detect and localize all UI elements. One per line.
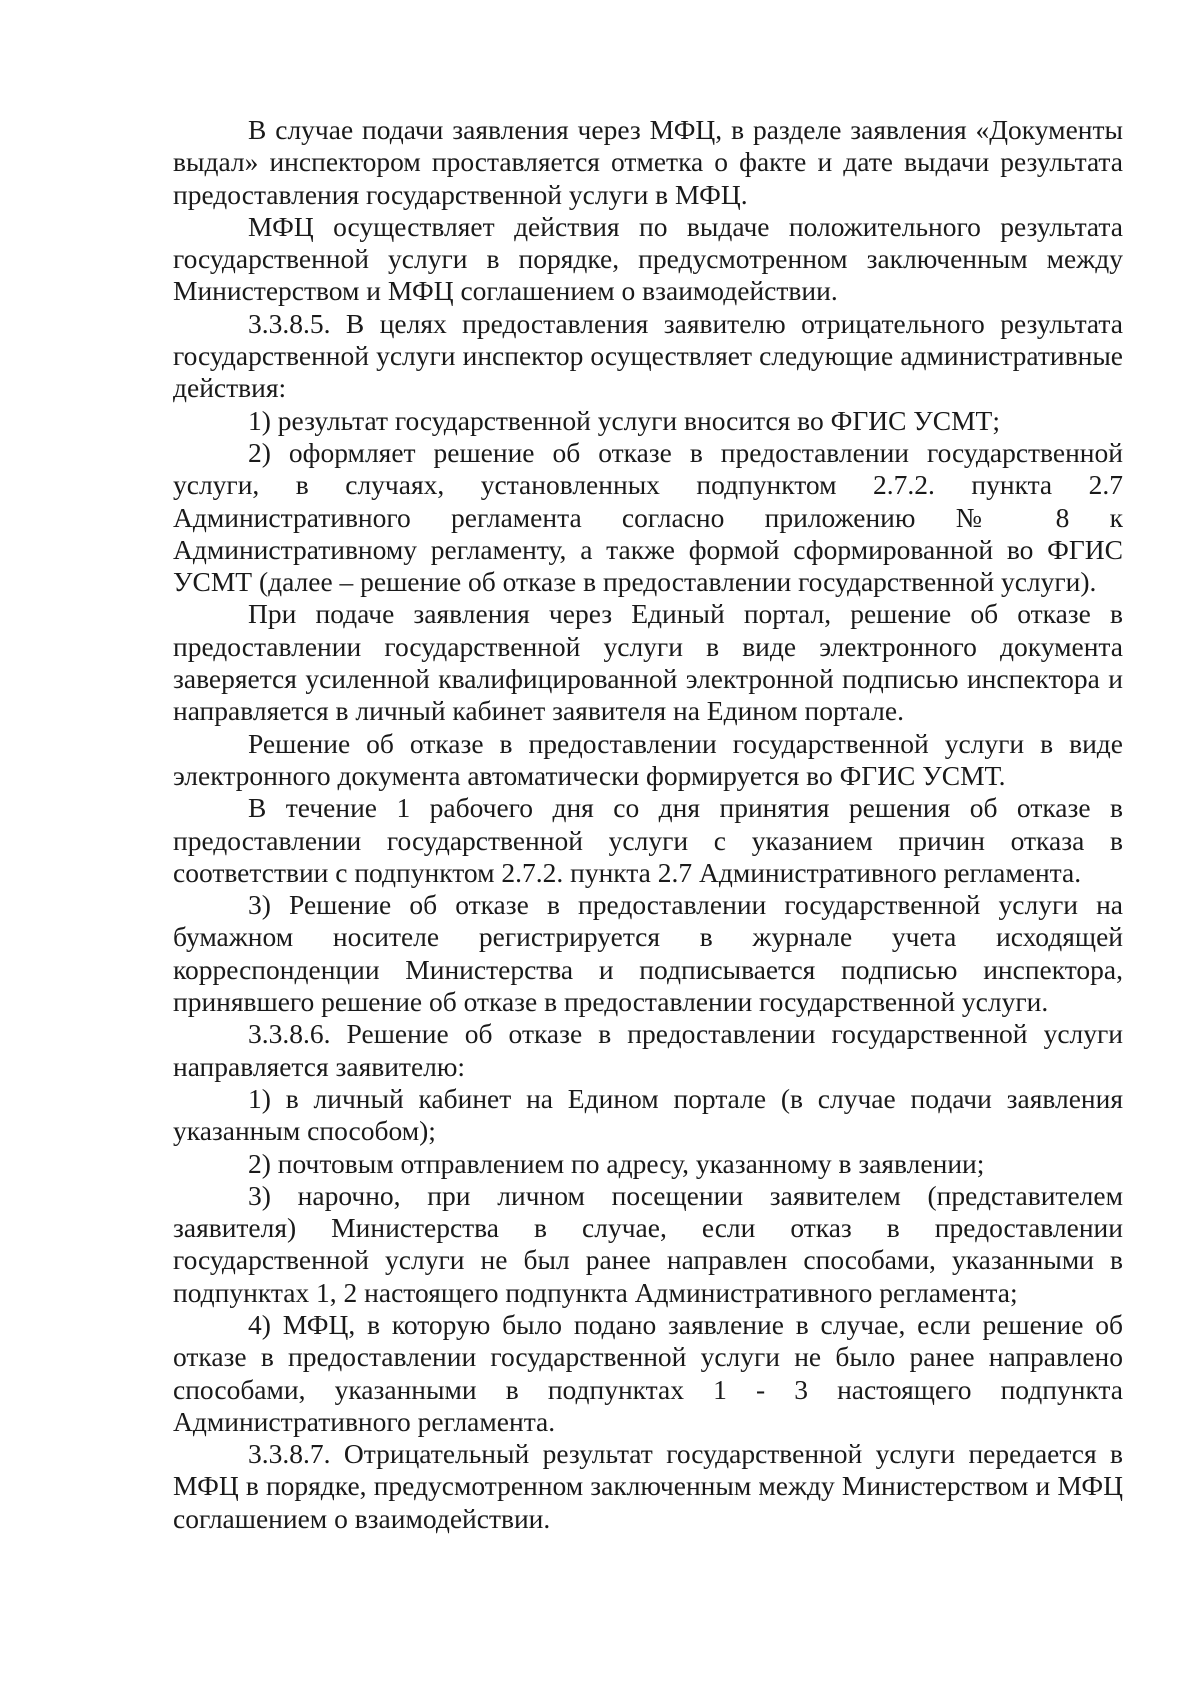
paragraph-3-3-8-7: 3.3.8.7. Отрицательный результат государственной услуги передается в МФЦ в порядке, предусмотренном заключенным между Министерством и МФЦ соглашением о взаимодействии. bbox=[173, 1438, 1123, 1534]
list-item-1-result-entry: 1) результат государственной услуги вносится во ФГИС УСМТ; bbox=[248, 404, 1000, 436]
paragraph-mfc-positive-result: МФЦ осуществляет действия по выдаче положительного результата государственной услуги в порядке, предусмотренном заключенным между Министерством и МФЦ соглашением о взаимодействии. bbox=[173, 210, 1123, 307]
list-item-3-in-person: 3) нарочно, при личном посещении заявителем (представителем заявителя) Министерства в случае, если отказ в предоставлении государственной услуги не был ранее направлен способами, указанными в подпунктах 1, 2 настоящего подпункта Административного регламента; bbox=[173, 1179, 1123, 1308]
list-item-3-paper-registration: 3) Решение об отказе в предоставлении государственной услуги на бумажном носителе регистрируется в журнале учета исходящей корреспонденции Министерства и подписывается подписью инспектора, принявшего решение об отказе в предоставлении государственной услуги. bbox=[173, 889, 1123, 1018]
paragraph-unified-portal-signature: При подаче заявления через Единый портал, решение об отказе в предоставлении государственной услуги в виде электронного документа заверяется усиленной квалифицированной электронной подписью инспектора и направляется в личный кабинет заявителя на Едином портале. bbox=[173, 598, 1123, 727]
paragraph-one-working-day: В течение 1 рабочего дня со дня принятия решения об отказе в предоставлении государственной услуги с указанием причин отказа в соответствии с подпунктом 2.7.2. пункта 2.7 Административного регламента. bbox=[173, 792, 1123, 888]
paragraph-3-3-8-5: 3.3.8.5. В целях предоставления заявителю отрицательного результата государственной услуги инспектор осуществляет следующие административные действия: bbox=[173, 307, 1123, 404]
document-page bbox=[173, 114, 1123, 1535]
list-item-1-personal-cabinet: 1) в личный кабинет на Едином портале (в случае подачи заявления указанным способом); bbox=[173, 1082, 1123, 1147]
list-item-2-refusal-decision: 2) оформляет решение об отказе в предоставлении государственной услуги, в случаях, установленных подпунктом 2.7.2. пункта 2.7 Административного регламента согласно приложению № 8 к Административному регламенту, а также формой сформированной во ФГИС УСМТ (далее – решение об отказе в предоставлении государственной услуги). bbox=[173, 436, 1123, 598]
paragraph-mfc-application: В случае подачи заявления через МФЦ, в разделе заявления «Документы выдал» инспектором проставляется отметка о факте и дате выдачи результата предоставления государственной услуги в МФЦ. bbox=[173, 114, 1123, 210]
list-item-4-mfc: 4) МФЦ, в которую было подано заявление в случае, если решение об отказе в предоставлении государственной услуги не было ранее направлено способами, указанными в подпунктах 1 - 3 настоящего подпункта Административного регламента. bbox=[173, 1308, 1123, 1437]
paragraph-electronic-document: Решение об отказе в предоставлении государственной услуги в виде электронного документа автоматически формируется во ФГИС УСМТ. bbox=[173, 727, 1123, 791]
list-item-2-postal-mail: 2) почтовым отправлением по адресу, указанному в заявлении; bbox=[248, 1147, 985, 1179]
paragraph-3-3-8-6: 3.3.8.6. Решение об отказе в предоставлении государственной услуги направляется заявителю: bbox=[173, 1018, 1123, 1082]
